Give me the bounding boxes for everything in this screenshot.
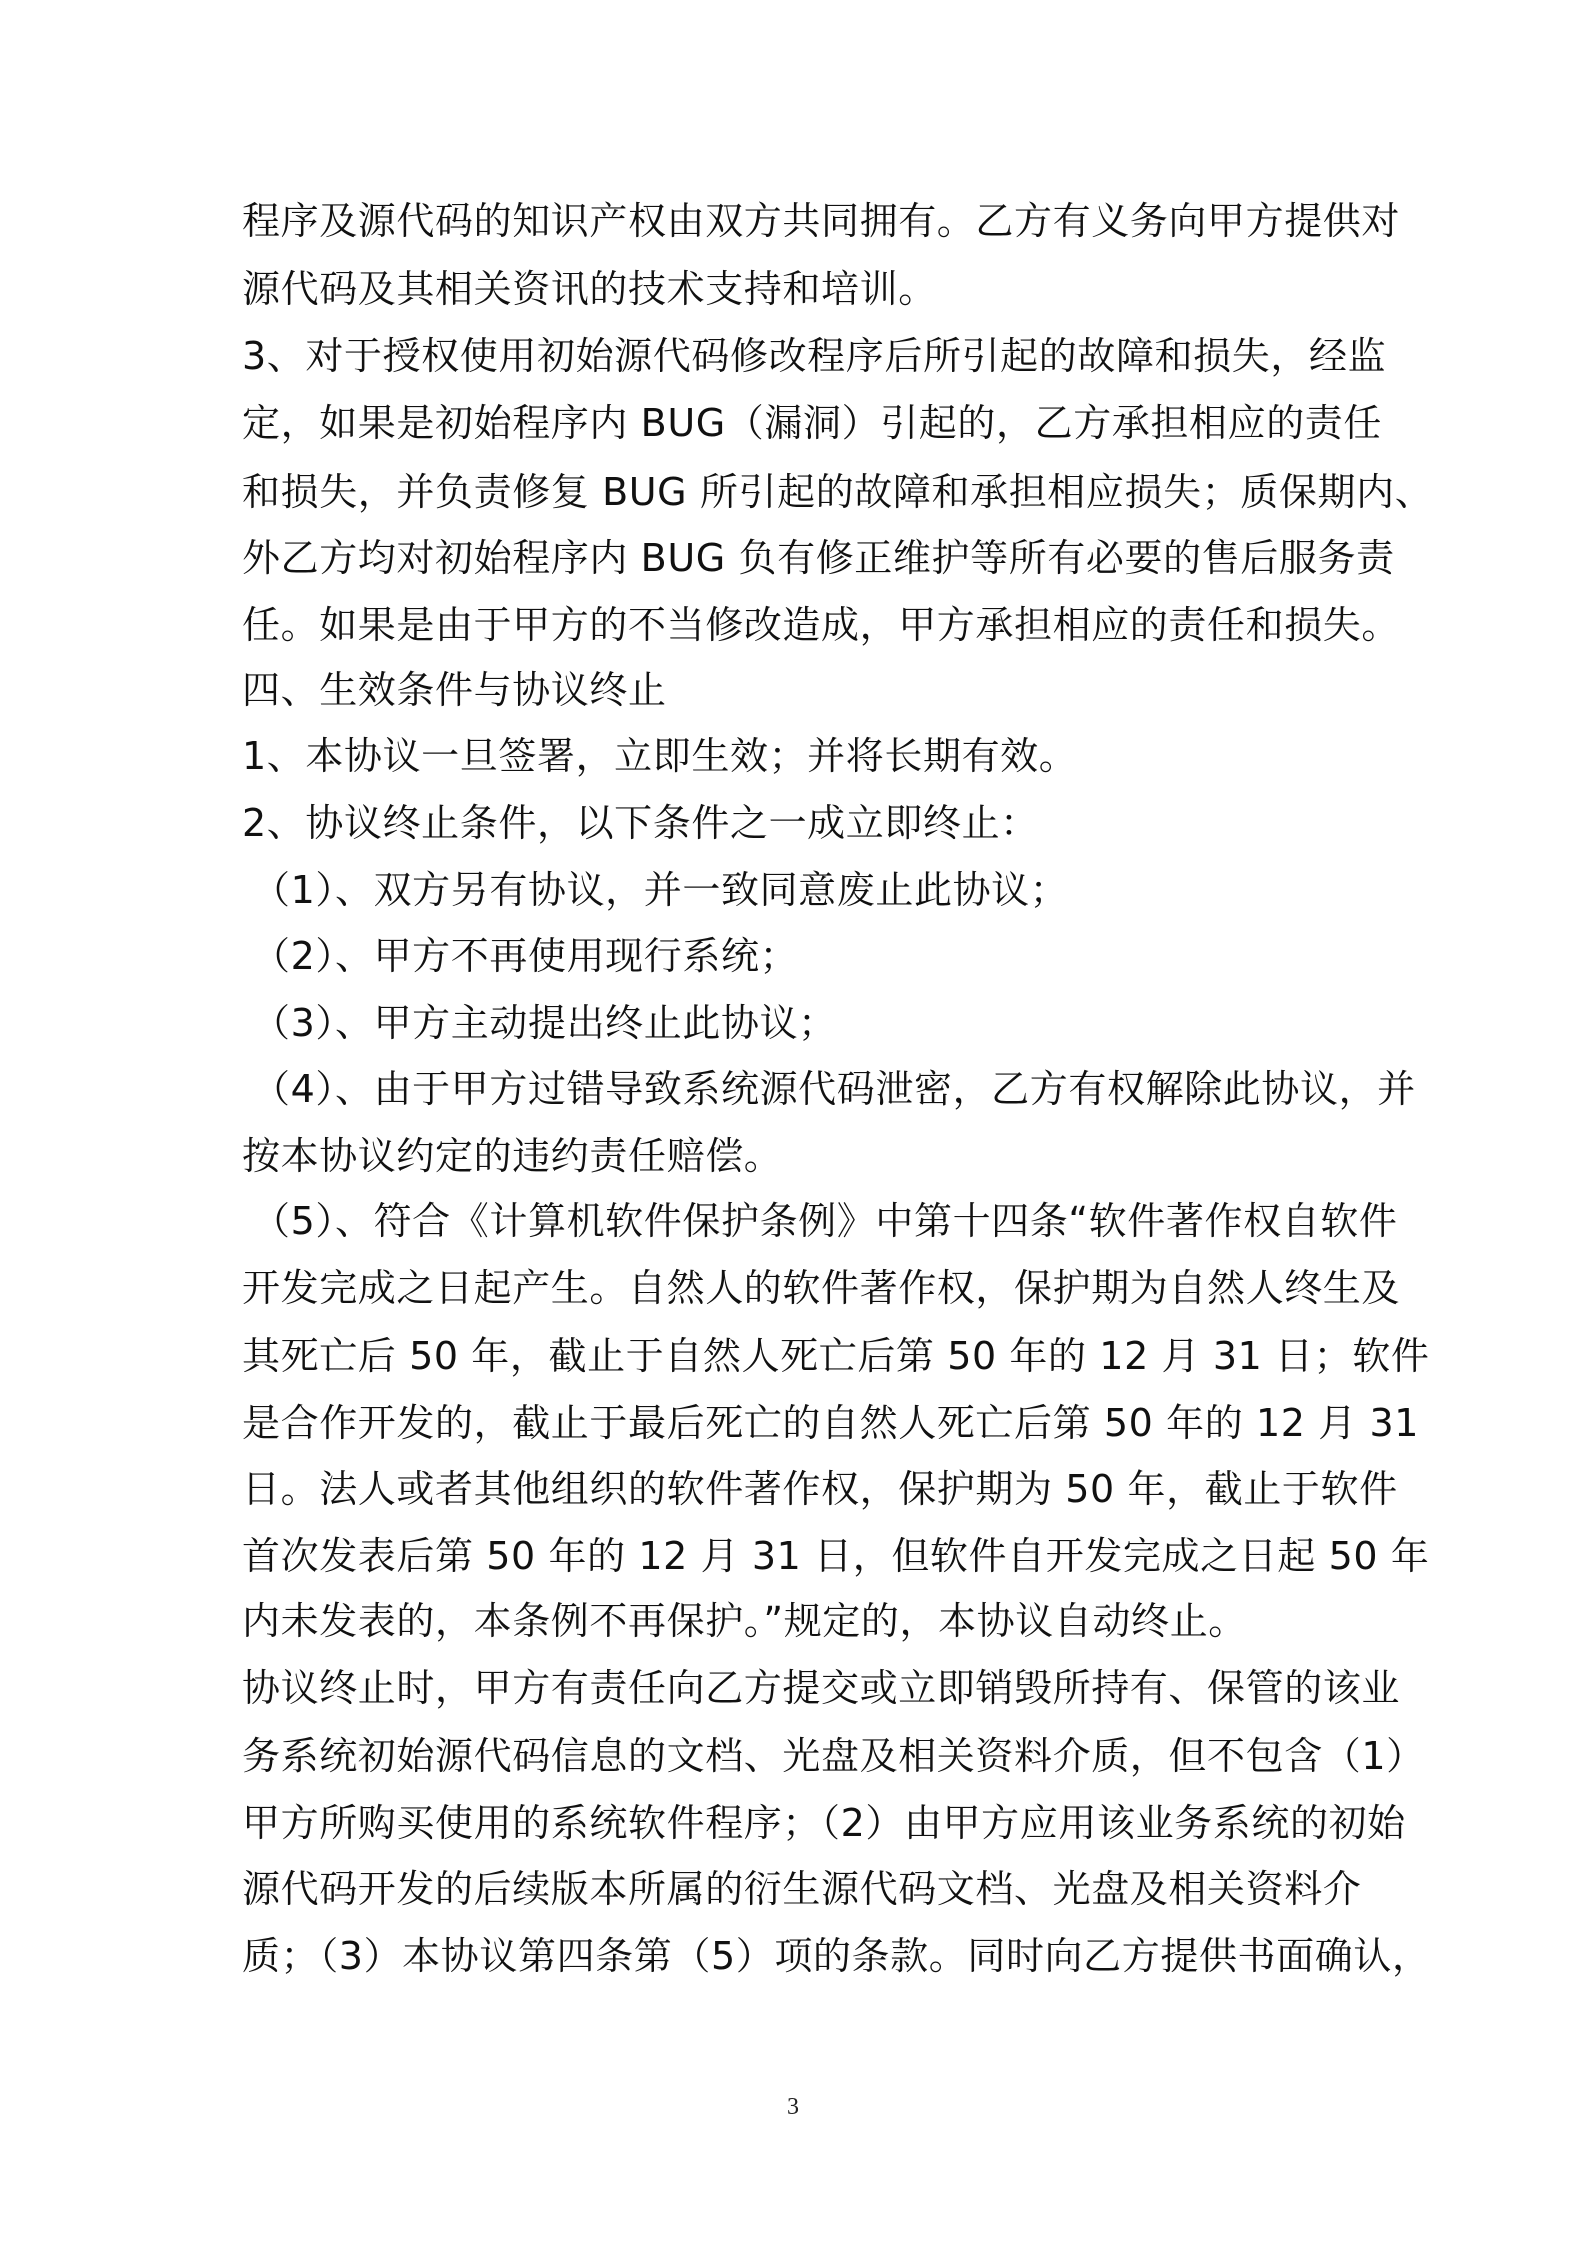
- text-line: 3、对于授权使用初始源代码修改程序后所引起的故障和损失，经监: [242, 334, 1387, 378]
- page-number: 3: [787, 2094, 799, 2120]
- text-line: 2、协议终止条件，以下条件之一成立即终止：: [242, 801, 1039, 845]
- text-line: 源代码开发的后续版本所属的衍生源代码文档、光盘及相关资料介: [242, 1867, 1362, 1911]
- text-line: 务系统初始源代码信息的文档、光盘及相关资料介质，但不包含（1）: [242, 1734, 1425, 1778]
- list-item: （3）、甲方主动提出终止此协议；: [252, 1001, 837, 1045]
- list-item: （5）、符合《计算机软件保护条例》中第十四条“软件著作权自软件: [252, 1199, 1398, 1243]
- text-line: 任。如果是由于甲方的不当修改造成，甲方承担相应的责任和损失。: [242, 603, 1401, 647]
- text-line: 协议终止时，甲方有责任向乙方提交或立即销毁所持有、保管的该业: [242, 1666, 1401, 1710]
- section-heading: 四、生效条件与协议终止: [242, 668, 667, 712]
- text-line: 定，如果是初始程序内 BUG（漏洞）引起的，乙方承担相应的责任: [242, 401, 1383, 445]
- list-item: （4）、由于甲方过错导致系统源代码泄密，乙方有权解除此协议，并: [252, 1067, 1416, 1111]
- list-item: （1）、双方另有协议，并一致同意废止此协议；: [252, 868, 1069, 912]
- text-line: 按本协议约定的违约责任赔偿。: [242, 1134, 783, 1178]
- text-line: 和损失，并负责修复 BUG 所引起的故障和承担相应损失；质保期内、: [242, 470, 1434, 514]
- text-line: 是合作开发的，截止于最后死亡的自然人死亡后第 50 年的 12 月 31: [242, 1401, 1420, 1445]
- list-item: （2）、甲方不再使用现行系统；: [252, 934, 799, 978]
- text-line: 其死亡后 50 年，截止于自然人死亡后第 50 年的 12 月 31 日；软件: [242, 1334, 1430, 1378]
- text-line: 程序及源代码的知识产权由双方共同拥有。乙方有义务向甲方提供对: [242, 199, 1401, 243]
- text-line: 内未发表的，本条例不再保护。”规定的，本协议自动终止。: [242, 1599, 1247, 1643]
- text-line: 质；（3）本协议第四条第（5）项的条款。同时向乙方提供书面确认，: [242, 1934, 1431, 1978]
- text-line: 1、本协议一旦签署，立即生效；并将长期有效。: [242, 734, 1078, 778]
- text-line: 甲方所购买使用的系统软件程序；（2）由甲方应用该业务系统的初始: [242, 1801, 1406, 1845]
- text-line: 源代码及其相关资讯的技术支持和培训。: [242, 267, 937, 311]
- text-line: 首次发表后第 50 年的 12 月 31 日，但软件自开发完成之日起 50 年: [242, 1534, 1430, 1578]
- text-line: 开发完成之日起产生。自然人的软件著作权，保护期为自然人终生及: [242, 1266, 1401, 1310]
- text-line: 外乙方均对初始程序内 BUG 负有修正维护等所有必要的售后服务责: [242, 536, 1395, 580]
- text-line: 日。法人或者其他组织的软件著作权，保护期为 50 年，截止于软件: [242, 1467, 1398, 1511]
